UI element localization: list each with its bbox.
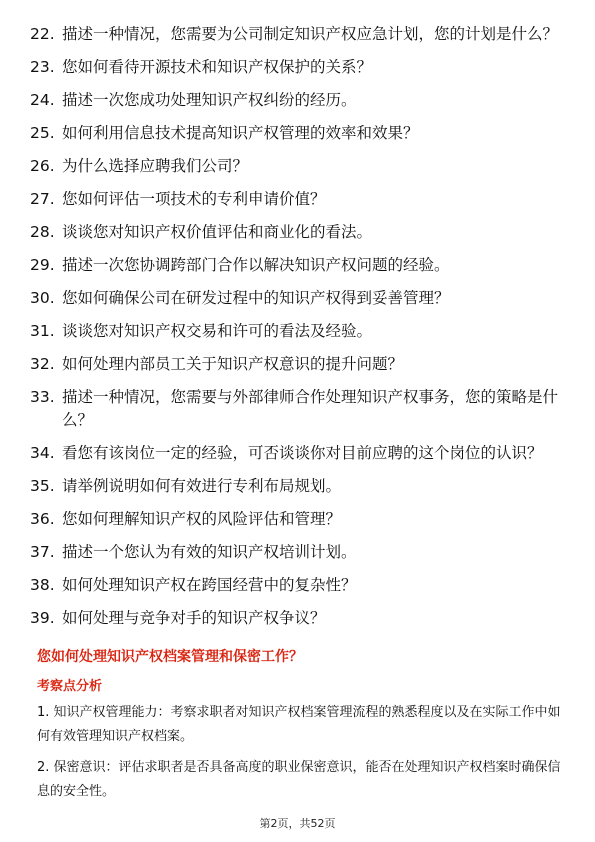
question-item: [30, 23, 570, 46]
question-item: [30, 188, 570, 211]
question-text: 如何处理内部员工关于知识产权意识的提升问题？: [62, 355, 404, 373]
question-item: [30, 574, 570, 597]
question-text: 如何处理与竞争对手的知识产权争议？: [62, 609, 326, 627]
question-item: [30, 541, 570, 564]
question-number: 25.: [30, 124, 55, 142]
question-item: [30, 353, 570, 376]
question-item: [30, 89, 570, 112]
question-text: 如何利用信息技术提高知识产权管理的效率和效果？: [62, 124, 419, 142]
question-item: [30, 56, 570, 79]
question-text: 描述一种情况，您需要为公司制定知识产权应急计划，您的计划是什么？: [62, 25, 559, 43]
question-text: 描述一次您成功处理知识产权纠纷的经历。: [62, 91, 357, 109]
question-number: 24.: [30, 91, 55, 109]
question-item: [30, 386, 570, 432]
analysis-section: [37, 701, 562, 811]
question-text: 如何处理知识产权在跨国经营中的复杂性？: [62, 576, 357, 594]
question-item: [30, 221, 570, 244]
analysis-heading: 考察点分析: [37, 679, 103, 694]
question-number: 29.: [30, 256, 55, 274]
question-number: 27.: [30, 190, 55, 208]
question-number: 39.: [30, 609, 55, 627]
question-number: 38.: [30, 576, 55, 594]
page-footer: 第2页，共52页: [259, 817, 336, 830]
question-text: 谈谈您对知识产权交易和许可的看法及经验。: [62, 322, 373, 340]
question-text: 您如何看待开源技术和知识产权保护的关系？: [62, 58, 373, 76]
question-number: 26.: [30, 157, 55, 175]
question-number: 35.: [30, 477, 55, 495]
question-list: [30, 23, 570, 640]
question-number: 22.: [30, 25, 55, 43]
question-number: 28.: [30, 223, 55, 241]
question-item: [30, 320, 570, 343]
question-number: 34.: [30, 444, 55, 462]
question-item: [30, 508, 570, 531]
question-number: 30.: [30, 289, 55, 307]
question-text: 您如何理解知识产权的风险评估和管理？: [62, 510, 342, 528]
question-text: 描述一次您协调跨部门合作以解决知识产权问题的经验。: [62, 256, 450, 274]
question-item: [30, 287, 570, 310]
question-item: [30, 607, 570, 630]
question-number: 32.: [30, 355, 55, 373]
featured-question-title: 您如何处理知识产权档案管理和保密工作？: [37, 649, 303, 665]
question-item: [30, 442, 570, 465]
question-text: 描述一个您认为有效的知识产权培训计划。: [62, 543, 357, 561]
question-item: [30, 122, 570, 145]
question-text: 您如何确保公司在研发过程中的知识产权得到妥善管理？: [62, 289, 450, 307]
question-number: 37.: [30, 543, 55, 561]
question-text: 为什么选择应聘我们公司？: [62, 157, 249, 175]
question-item: [30, 254, 570, 277]
analysis-point: 2. 保密意识：评估求职者是否具备高度的职业保密意识，能否在处理知识产权档案时确保信息的安全性。: [37, 760, 561, 799]
question-text: 您如何评估一项技术的专利申请价值？: [62, 190, 326, 208]
question-number: 36.: [30, 510, 55, 528]
question-item: [30, 475, 570, 498]
question-text: 看您有该岗位一定的经验，可否谈谈你对目前应聘的这个岗位的认识？: [62, 444, 543, 462]
question-item: [30, 155, 570, 178]
question-text: 请举例说明如何有效进行专利布局规划。: [62, 477, 342, 495]
analysis-point: 1. 知识产权管理能力：考察求职者对知识产权档案管理流程的熟悉程度以及在实际工作中如何有效管理知识产权档案。: [37, 705, 561, 744]
question-text: 谈谈您对知识产权价值评估和商业化的看法。: [62, 223, 373, 241]
question-text: 描述一种情况，您需要与外部律师合作处理知识产权事务，您的策略是什么？: [62, 388, 559, 429]
question-number: 33.: [30, 388, 55, 406]
question-number: 23.: [30, 58, 55, 76]
question-number: 31.: [30, 322, 55, 340]
